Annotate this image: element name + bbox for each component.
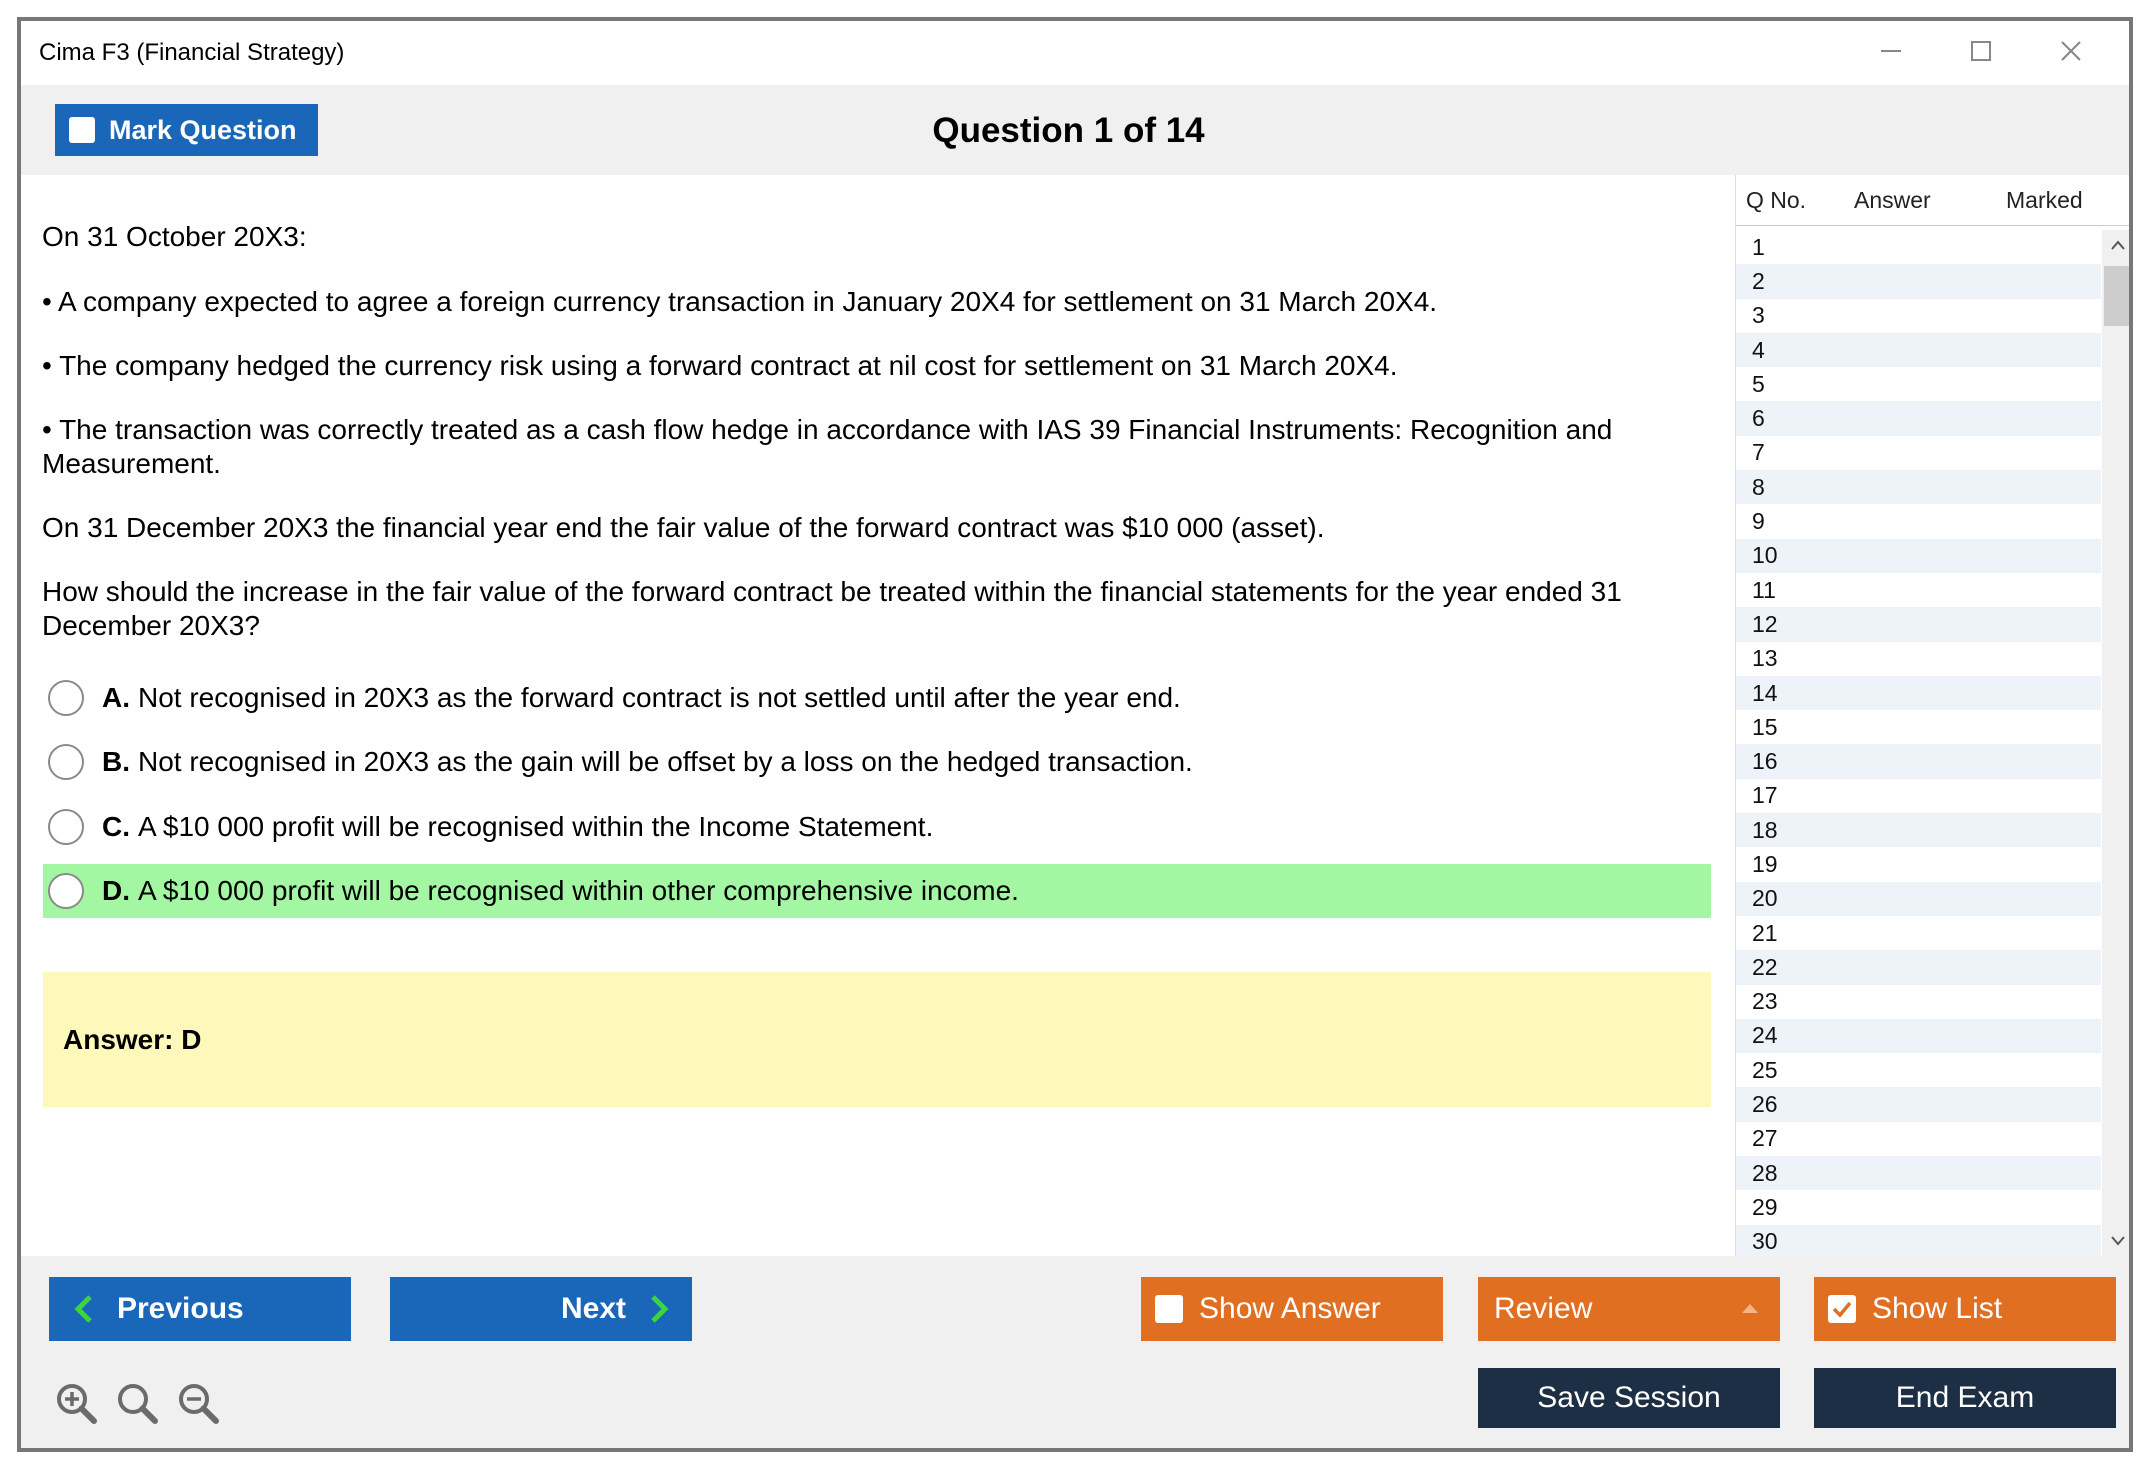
question-number: 10 bbox=[1752, 542, 1778, 569]
question-number: 14 bbox=[1752, 679, 1778, 706]
option-letter: D. bbox=[102, 875, 130, 906]
question-number: 4 bbox=[1752, 336, 1765, 363]
question-number: 19 bbox=[1752, 850, 1778, 877]
window-title: Cima F3 (Financial Strategy) bbox=[39, 39, 345, 66]
question-number: 6 bbox=[1752, 405, 1765, 432]
question-list-row[interactable] bbox=[1736, 264, 2101, 298]
app-window bbox=[17, 17, 2133, 1452]
caret-up-icon bbox=[1740, 1301, 1760, 1315]
column-header-qno: Q No. bbox=[1746, 187, 1807, 213]
question-number: 1 bbox=[1752, 233, 1765, 260]
question-list-row[interactable] bbox=[1736, 333, 2101, 367]
question-number: 17 bbox=[1752, 782, 1778, 809]
question-number: 12 bbox=[1752, 610, 1778, 637]
question-paragraph: • The company hedged the currency risk using a forward contract at nil cost for settlement on 31 March 20X4. bbox=[42, 350, 1398, 381]
question-list-row[interactable] bbox=[1736, 985, 2101, 1019]
question-list-row[interactable] bbox=[1736, 950, 2101, 984]
zoom-in-icon[interactable] bbox=[53, 1380, 99, 1426]
question-list-row[interactable] bbox=[1736, 916, 2101, 950]
question-list-row[interactable] bbox=[1736, 710, 2101, 744]
question-list-row[interactable] bbox=[1736, 813, 2101, 847]
option-letter: A. bbox=[102, 682, 130, 713]
question-number: 29 bbox=[1752, 1193, 1778, 1220]
option-text: Not recognised in 20X3 as the forward contract is not settled until after the year end. bbox=[138, 682, 1181, 713]
question-number: 9 bbox=[1752, 508, 1765, 535]
question-list-row[interactable] bbox=[1736, 436, 2101, 470]
save-session-label: Save Session bbox=[1537, 1381, 1721, 1414]
question-list-row[interactable] bbox=[1736, 642, 2101, 676]
question-list-panel bbox=[1735, 175, 2133, 1256]
question-list-row[interactable] bbox=[1736, 882, 2101, 916]
option-text: A $10 000 profit will be recognised within other comprehensive income. bbox=[138, 875, 1019, 906]
question-paragraph: On 31 December 20X3 the financial year end the fair value of the forward contract was $10 000 (asset). bbox=[42, 512, 1325, 543]
option-a[interactable] bbox=[43, 671, 1711, 725]
review-label: Review bbox=[1494, 1292, 1593, 1325]
question-list-row[interactable] bbox=[1736, 299, 2101, 333]
question-list-row[interactable] bbox=[1736, 367, 2101, 401]
show-list-button[interactable] bbox=[1814, 1277, 2116, 1341]
minimize-button[interactable] bbox=[1856, 31, 1926, 71]
question-number: 5 bbox=[1752, 370, 1765, 397]
column-header-answer: Answer bbox=[1854, 187, 1931, 213]
question-number: 22 bbox=[1752, 953, 1778, 980]
question-number: 20 bbox=[1752, 885, 1778, 912]
option-text: A $10 000 profit will be recognised within the Income Statement. bbox=[138, 811, 934, 842]
chevron-right-icon bbox=[648, 1293, 670, 1325]
end-exam-button[interactable] bbox=[1814, 1368, 2116, 1428]
scrollbar[interactable] bbox=[2102, 230, 2133, 1256]
chevron-left-icon bbox=[73, 1293, 95, 1325]
question-list-row[interactable] bbox=[1736, 1225, 2101, 1256]
question-paragraph: • A company expected to agree a foreign currency transaction in January 20X4 for settlement on 31 March 20X4. bbox=[42, 286, 1438, 317]
scroll-up-button[interactable] bbox=[2102, 230, 2133, 260]
end-exam-label: End Exam bbox=[1895, 1381, 2035, 1414]
question-list-row[interactable] bbox=[1736, 1087, 2101, 1121]
review-dropdown[interactable] bbox=[1478, 1277, 1780, 1341]
maximize-button[interactable] bbox=[1946, 31, 2016, 71]
question-list-row[interactable] bbox=[1736, 401, 2101, 435]
question-number: 15 bbox=[1752, 713, 1778, 740]
question-pane bbox=[21, 175, 1731, 1255]
zoom-out-icon[interactable] bbox=[175, 1380, 221, 1426]
radio-button[interactable] bbox=[48, 744, 84, 780]
option-d[interactable] bbox=[43, 864, 1711, 918]
answer-text: Answer: D bbox=[63, 1023, 202, 1055]
scroll-thumb[interactable] bbox=[2104, 266, 2132, 326]
question-list-row[interactable] bbox=[1736, 607, 2101, 641]
question-toolbar bbox=[21, 85, 2129, 175]
question-list bbox=[1736, 230, 2101, 1256]
save-session-button[interactable] bbox=[1478, 1368, 1780, 1428]
question-list-row[interactable] bbox=[1736, 470, 2101, 504]
question-list-row[interactable] bbox=[1736, 1190, 2101, 1224]
question-list-row[interactable] bbox=[1736, 230, 2101, 264]
option-letter: C. bbox=[102, 811, 130, 842]
question-number: 23 bbox=[1752, 988, 1778, 1015]
question-number: 21 bbox=[1752, 919, 1778, 946]
answer-box bbox=[43, 972, 1711, 1107]
scroll-down-button[interactable] bbox=[2102, 1226, 2133, 1256]
question-list-row[interactable] bbox=[1736, 1156, 2101, 1190]
question-list-row[interactable] bbox=[1736, 676, 2101, 710]
question-number: 13 bbox=[1752, 645, 1778, 672]
question-list-row[interactable] bbox=[1736, 539, 2101, 573]
question-paragraph: On 31 October 20X3: bbox=[42, 221, 307, 252]
question-list-row[interactable] bbox=[1736, 1019, 2101, 1053]
maximize-icon bbox=[1969, 39, 1993, 63]
radio-button[interactable] bbox=[48, 809, 84, 845]
chevron-up-icon bbox=[2110, 239, 2126, 251]
show-answer-label: Show Answer bbox=[1199, 1292, 1381, 1325]
question-number: 16 bbox=[1752, 748, 1778, 775]
close-icon bbox=[2059, 39, 2083, 63]
next-button[interactable] bbox=[390, 1277, 692, 1341]
question-number: 27 bbox=[1752, 1125, 1778, 1152]
next-label: Next bbox=[560, 1292, 626, 1325]
zoom-reset-icon[interactable] bbox=[114, 1380, 160, 1426]
option-b[interactable] bbox=[43, 735, 1711, 789]
question-list-row[interactable] bbox=[1736, 1122, 2101, 1156]
question-paragraph: How should the increase in the fair value of the forward contract be treated within the financial statements for the year ended 31 December 20X3? bbox=[42, 576, 1622, 641]
question-number: 24 bbox=[1752, 1022, 1778, 1049]
question-number: 7 bbox=[1752, 439, 1765, 466]
show-list-label: Show List bbox=[1872, 1292, 2003, 1325]
option-c[interactable] bbox=[43, 800, 1711, 854]
question-number: 30 bbox=[1752, 1228, 1778, 1255]
previous-button[interactable] bbox=[49, 1277, 351, 1341]
radio-button[interactable] bbox=[48, 873, 84, 909]
question-list-row[interactable] bbox=[1736, 779, 2101, 813]
previous-label: Previous bbox=[117, 1292, 244, 1325]
question-number: 26 bbox=[1752, 1091, 1778, 1118]
question-list-row[interactable] bbox=[1736, 1053, 2101, 1087]
show-answer-button[interactable] bbox=[1141, 1277, 1443, 1341]
chevron-down-icon bbox=[2110, 1235, 2126, 1247]
option-text: Not recognised in 20X3 as the gain will be offset by a loss on the hedged transaction. bbox=[138, 746, 1193, 777]
question-list-row[interactable] bbox=[1736, 573, 2101, 607]
question-number: 3 bbox=[1752, 302, 1765, 329]
option-letter: B. bbox=[102, 746, 130, 777]
question-list-header bbox=[1736, 175, 2133, 226]
close-button[interactable] bbox=[2036, 31, 2106, 71]
question-number: 28 bbox=[1752, 1159, 1778, 1186]
question-list-row[interactable] bbox=[1736, 847, 2101, 881]
question-list-row[interactable] bbox=[1736, 504, 2101, 538]
question-counter: Question 1 of 14 bbox=[932, 111, 1205, 150]
question-number: 25 bbox=[1752, 1056, 1778, 1083]
question-number: 18 bbox=[1752, 816, 1778, 843]
question-number: 8 bbox=[1752, 473, 1765, 500]
question-paragraph: • The transaction was correctly treated as a cash flow hedge in accordance with IAS 39 Financial Instruments: Recognition and Measurement. bbox=[42, 414, 1613, 479]
question-number: 11 bbox=[1752, 576, 1776, 603]
minimize-icon bbox=[1879, 39, 1903, 63]
mark-question-label: Mark Question bbox=[109, 114, 297, 145]
title-bar bbox=[21, 21, 2129, 85]
column-header-marked: Marked bbox=[2006, 187, 2083, 213]
radio-button[interactable] bbox=[48, 680, 84, 716]
question-number: 2 bbox=[1752, 267, 1765, 294]
checkbox-checked-icon bbox=[1828, 1295, 1856, 1323]
question-list-row[interactable] bbox=[1736, 744, 2101, 778]
checkbox-icon bbox=[1155, 1295, 1183, 1323]
